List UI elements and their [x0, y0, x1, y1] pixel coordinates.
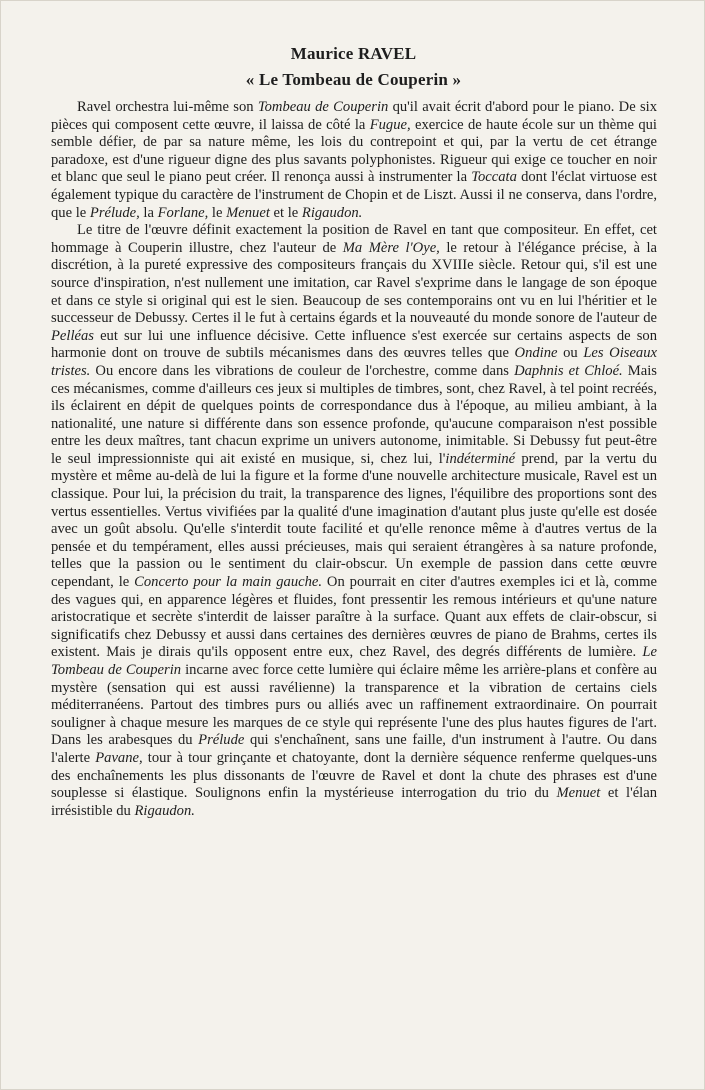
italic-title-text: Forlane, [157, 204, 209, 221]
italic-title-text: Ma Mère l'Oye, [342, 239, 440, 256]
italic-title-text: Le Tombeau de Couperin [51, 644, 657, 678]
paragraph-2 [51, 222, 657, 820]
body-text-run: Ravel orchestra lui-même son [77, 99, 258, 115]
italic-title-text: Fugue, [369, 116, 411, 133]
body-text-run: et l'élan irrésistible du [51, 785, 657, 819]
paragraph-1 [51, 99, 657, 222]
body-text-run: incarne avec force cette lumière qui éclaire même les arrière-plans et confère au mystère (sensation qui est aussi ravélienne) la transparence et la vibration de certains ciels méditerranéens. Partout des timbres purs ou alliés avec un raffinement extraordinaire. On pourrait souligner à chaque mesure les marques de ce style qui représente l'une des plus hautes figures de l'art. Dans les arabesques du [51, 662, 657, 749]
italic-title-text: Prélude [198, 732, 245, 749]
italic-title-text: Toccata [471, 169, 517, 186]
body-text-run: On pourrait en citer d'autres exemples ici et là, comme des vagues qui, en apparence légères et fluides, font pressentir les remous intérieurs et qu'une nature aristocratique et secrète s'interdit de laisser paraître à la surface. Quant aux effets de clair-obscur, si significatifs chez Debussy et aussi dans certaines des dernières œuvres de piano de Brahms, certes ils existent. Mais je dirais qu'ils opposent entre eux, chez Ravel, des degrés différents de lumière. [51, 574, 657, 661]
italic-title-text: Tombeau de Couperin [257, 99, 389, 115]
body-text-run: ou [557, 345, 584, 362]
composer-title: Maurice RAVEL [290, 44, 417, 63]
body-text-run: Le titre de l'œuvre définit exactement la position de Ravel en tant que compositeur. En effet, cet hommage à Couperin illustre, chez l'auteur de [51, 222, 657, 256]
italic-title-text: Les Oiseaux tristes. [51, 345, 658, 379]
body-text-run: dont l'éclat virtuose est également typique du caractère de l'instrument de Chopin et de Liszt. Aussi il ne conserva, dans l'ordre, que le [51, 169, 658, 221]
body-text-run: qu'il avait écrit d'abord pour le piano. De six pièces qui composent cette œuvre, il laissa de côté la [51, 99, 657, 133]
italic-title-text: Menuet [556, 785, 601, 802]
body-text-run: et le [269, 204, 302, 221]
body-text-run: qui s'enchaînent, sans une faille, d'un instrument à l'autre. Ou dans l'alerte [51, 732, 657, 766]
body-text-run: le retour à l'élégance précise, à la discrétion, à la pureté expressive des compositeurs français du XVIIIe siècle. Retour qui, s'il est une source d'inspiration, n'est nullement une imitation, car Ravel s'exprime dans le langage de son époque et dans ce style si original qui est le sien. Beaucoup de ses contemporains ont vu en lui l'héritier et le successeur de Debussy. Certes il le fut à certains égards et la nouveauté du monde sonore de l'auteur de [51, 239, 657, 327]
italic-title-text: Rigaudon. [134, 802, 195, 819]
work-title: « Le Tombeau de Couperin » [245, 70, 462, 89]
italic-title-text: Ondine [514, 345, 558, 362]
body-text-run: tour à tour grinçante et chatoyante, dont la dernière séquence renferme quelques-uns des enchaînements les plus dissonants de l'œuvre de Ravel et dont la chute des phrases est d'une souplesse si élastique. Soulignons enfin la mystérieuse interrogation du trio du [51, 749, 657, 802]
body-text-run: exercice de haute école sur un thème qui semble défier, de par sa nature même, les lois du contrepoint et qui, par la vertu de cet étrange paradoxe, est d'une rigueur digne des plus savants polyphonistes. Rigueur qui exige ce toucher en noir et blanc que seul le piano peut créer. Il renonça aussi à instrumenter la [51, 116, 657, 186]
italic-title-text: Rigaudon. [301, 204, 363, 221]
italic-title-text: Menuet [226, 204, 270, 221]
italic-title-text: indéterminé [445, 450, 516, 467]
body-text-run: la [139, 204, 158, 221]
body-text-run: le [208, 204, 227, 221]
body-text-run: eut sur lui une influence décisive. Cette influence s'est exercée sur certains aspects de son harmonie dont on trouve de subtils mécanismes dans des œuvres telles que [51, 327, 657, 362]
italic-title-text: Prélude, [89, 204, 140, 221]
article-body [51, 99, 657, 820]
italic-title-text: Daphnis et Chloé. [514, 362, 623, 379]
body-text-run: prend, par la vertu du mystère et même au-delà de lui la figure et la forme d'une nouvelle architecture musicale, Ravel est un classique. Pour lui, la précision du trait, la transparence des lignes, l'équilibre des proportions sont des vertus essentielles. Vertus vivifiées par la qualité d'une imagination d'autant plus juste qu'elle est dosée avec un goût absolu. Qu'elle s'interdit toute facilité et qu'elle renonce même à d'autres vertus de la pensée et du tempérament, elles aussi précieuses, mais qui seraient étrangères à sa nature profonde, telles que la passion ou le sentiment du clair-obscur. Un exemple de passion dans cette œuvre cependant, le [51, 450, 657, 591]
body-text-run: Ou encore dans les vibrations de couleur de l'orchestre, comme dans [90, 362, 515, 379]
italic-title-text: Concerto pour la main gauche. [134, 574, 323, 591]
italic-title-text: Pavane, [95, 749, 143, 766]
italic-title-text: Pelléas [51, 327, 94, 344]
body-text-run: Mais ces mécanismes, comme d'ailleurs ces jeux si multiples de timbres, sont, chez Ravel, à tel point recréés, ils éclairent en dépit de quelques points de correspondance dus à l'époque, au milieu ambiant, à la nationalité, une nature si différente dans son essence profonde, qu'aucune comparaison n'est possible entre les deux maîtres, tant chacun exprime un univers autonome, inimitable. Si Debussy fut peut-être le seul impressionniste qui ait existé en musique, si, chez lui, l' [51, 362, 657, 467]
document-header [1, 41, 705, 93]
